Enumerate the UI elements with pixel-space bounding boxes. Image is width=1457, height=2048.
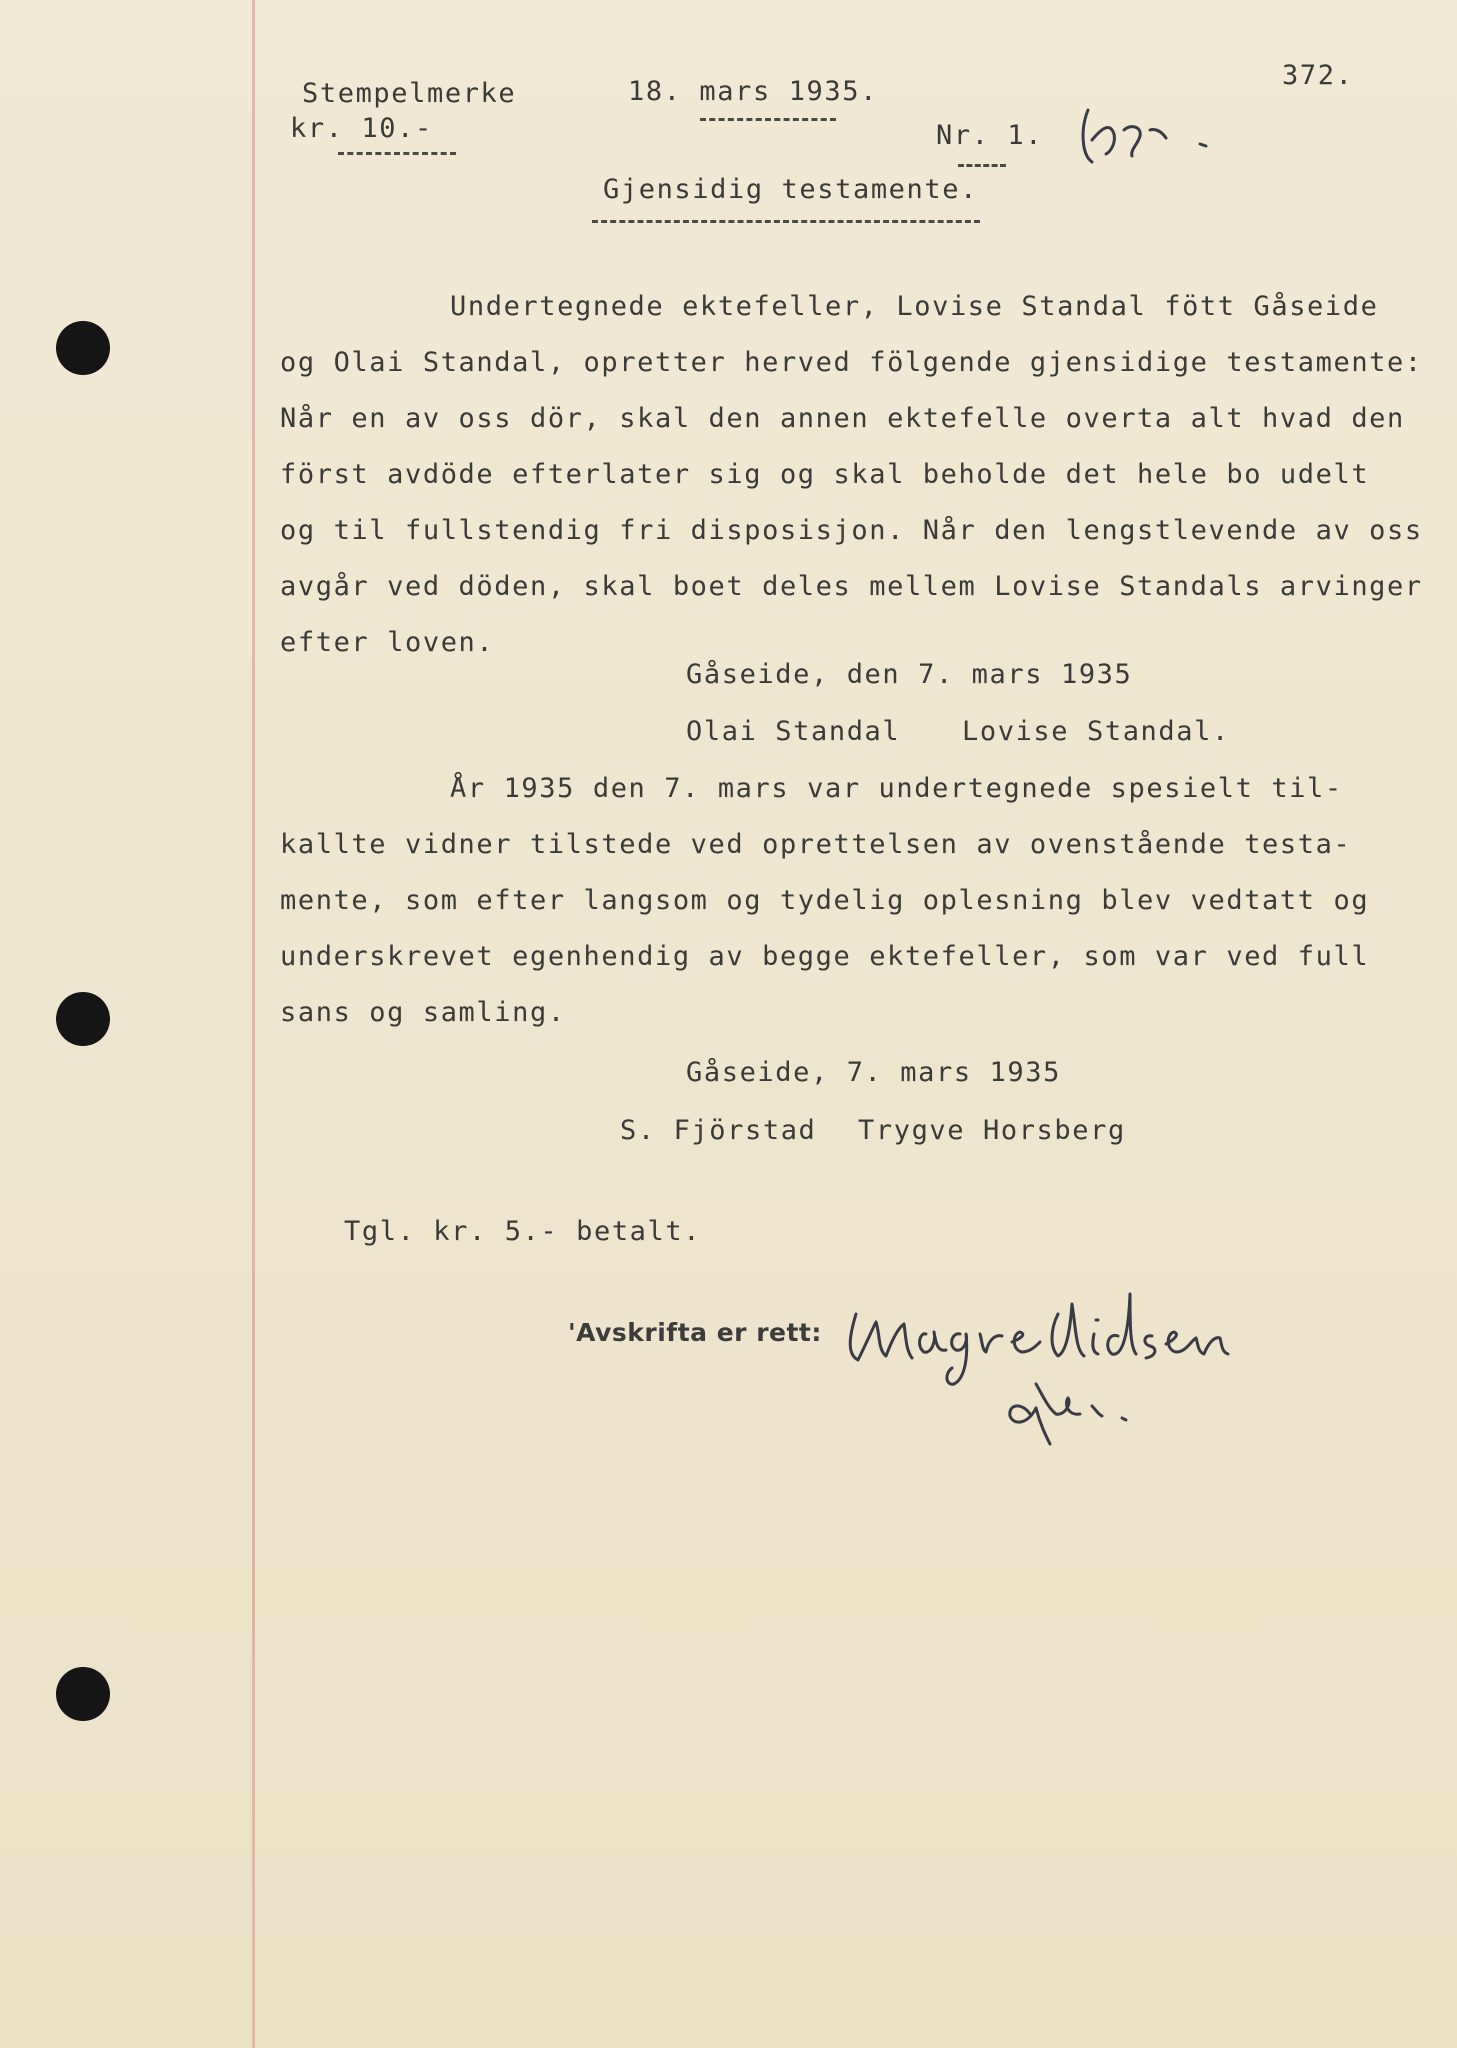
text-line: og Olai Standal, opretter herved fölgende gjensidige testamente: <box>280 347 1423 378</box>
text-line: Undertegnede ektefeller, Lovise Standal fött Gåseide <box>450 291 1379 322</box>
divider <box>338 152 456 155</box>
document-number: Nr. 1. <box>936 120 1044 151</box>
place-date: Gåseide, 7. mars 1935 <box>686 1057 1061 1088</box>
punch-hole <box>56 321 110 375</box>
signature-name: Lovise Standal. <box>962 716 1230 747</box>
title-underline <box>592 220 980 223</box>
place-date: Gåseide, den 7. mars 1935 <box>686 659 1133 690</box>
stamp-amount: kr. 10.- <box>290 113 433 144</box>
document-date: 18. mars 1935. <box>628 76 878 107</box>
handwritten-signature <box>836 1274 1256 1454</box>
text-line: sans og samling. <box>280 997 566 1028</box>
page-number: 372. <box>1282 60 1354 91</box>
divider <box>700 118 836 121</box>
fee-note: Tgl. kr. 5.- betalt. <box>344 1216 702 1247</box>
text-line: og til fullstendig fri disposisjon. Når den lengstlevende av oss <box>280 515 1423 546</box>
text-line: Når en av oss dör, skal den annen ektefelle overta alt hvad den <box>280 403 1405 434</box>
document-title: Gjensidig testamente. <box>603 174 978 205</box>
divider <box>958 164 1006 167</box>
text-line: mente, som efter langsom og tydelig oplesning blev vedtatt og <box>280 885 1370 916</box>
punch-hole <box>56 992 110 1046</box>
signature-name: Trygve Horsberg <box>858 1115 1126 1146</box>
text-line: efter loven. <box>280 627 495 658</box>
text-line: underskrevet egenhendig av begge ektefeller, som var ved full <box>280 941 1370 972</box>
signature-name: S. Fjörstad <box>620 1115 817 1146</box>
text-line: År 1935 den 7. mars var undertegnede spesielt til- <box>450 773 1343 804</box>
signature-name: Olai Standal <box>686 716 901 747</box>
margin-line <box>252 0 255 2048</box>
text-line: kallte vidner tilstede ved oprettelsen av ovenstående testa- <box>280 829 1352 860</box>
stamp-label: Stempelmerke <box>302 78 517 109</box>
text-line: avgår ved döden, skal boet deles mellem Lovise Standals arvinger <box>280 571 1423 602</box>
initials-signature <box>1070 100 1230 170</box>
certification-stamp: 'Avskrifta er rett: <box>568 1318 822 1347</box>
punch-hole <box>56 1667 110 1721</box>
text-line: först avdöde efterlater sig og skal beholde det hele bo udelt <box>280 459 1370 490</box>
